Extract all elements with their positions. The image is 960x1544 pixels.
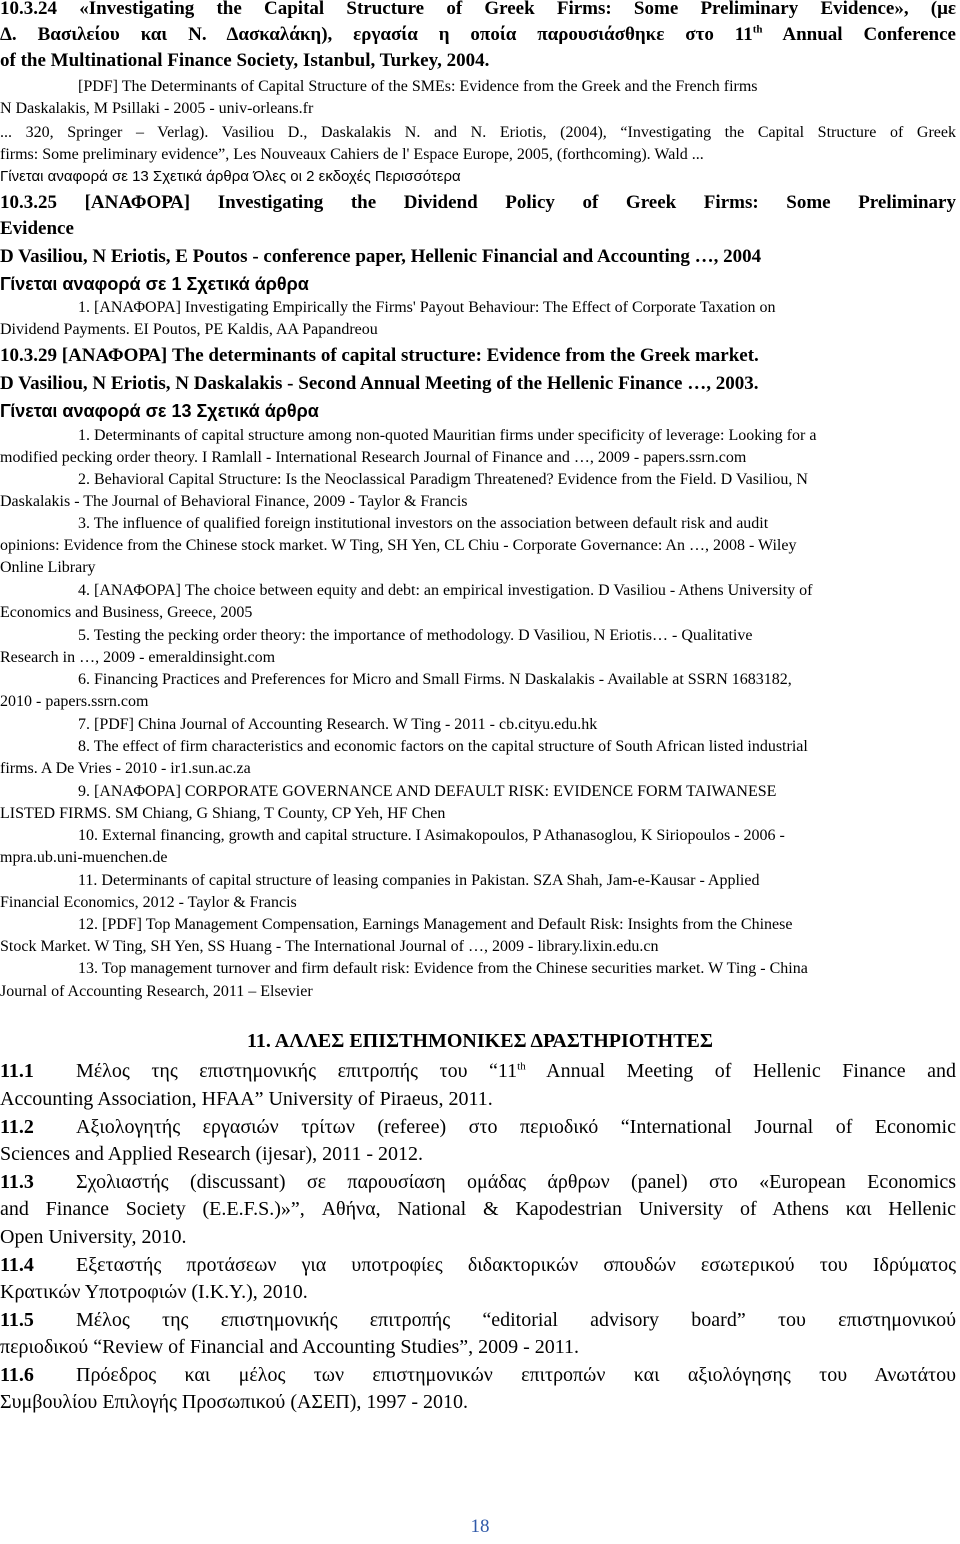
citation-item: 9. [ΑΝΑΦΟΡΑ] CORPORATE GOVERNANCE AND DEFAULT RISK: EVIDENCE FORM TAIWANESE	[78, 783, 777, 800]
citation-item: Financial Economics, 2012 - Taylor & Francis	[0, 894, 297, 911]
citation-item: 12. [PDF] Top Management Compensation, Earnings Management and Default Risk: Insights from the Chinese	[78, 916, 793, 933]
citation-item: LISTED FIRMS. SM Chiang, G Shiang, T County, CP Yeh, HF Chen	[0, 805, 446, 822]
citation-item: firms. A De Vries - 2010 - ir1.sun.ac.za	[0, 760, 251, 777]
activity-text: Συμβουλίου Επιλογής Προσωπικού (ΑΣΕΠ), 1997 - 2010.	[0, 1391, 469, 1413]
pub-heading-line: Evidence	[0, 218, 74, 239]
citation-item: 11. Determinants of capital structure of leasing companies in Pakistan. SZA Shah, Jam-e-Kausar - Applied	[78, 872, 760, 889]
citation-item: Online Library	[0, 559, 96, 576]
item-number: 11.4	[0, 1254, 34, 1276]
citation-item: 3. The influence of qualified foreign institutional investors on the association between default risk and audit	[78, 515, 769, 532]
item-number: 11.5	[0, 1309, 34, 1331]
citation-item: 13. Top management turnover and firm default risk: Evidence from the Chinese securities market. W Ting - China	[78, 960, 808, 977]
activity-text: Κρατικών Υποτροφιών (Ι.Κ.Υ.), 2010.	[0, 1281, 308, 1303]
pub-heading-line: Δ. Βασιλείου και Ν. Δασκαλάκη), εργασία η οποία παρουσιάσθηκε στο 11th Annual Conference	[0, 23, 956, 45]
citation-snippet: firms: Some preliminary evidence”, Les Nouveaux Cahiers de l' Espace Europe, 2005, (forthcoming). Wald ...	[0, 146, 704, 163]
citation-item: 1. Determinants of capital structure among non-quoted Mauritian firms under specificity of leverage: Looking for a	[78, 427, 817, 444]
activity-text: and Finance Society (E.E.F.S.)»”, Αθήνα, National & Kapodestrian University of Athens και Hellenic	[0, 1198, 956, 1220]
citation-snippet: ... 320, Springer – Verlag). Vasiliou D., Daskalakis N. and N. Eriotis, (2004), “Investigating the Capital Structure of Greek	[0, 124, 956, 141]
citation-item: modified pecking order theory. I Ramlall - International Research Journal of Finance and …, 2009 - papers.ssrn.com	[0, 449, 747, 466]
cited-by-line[interactable]: Γίνεται αναφορά σε 13 Σχετικά άρθρα	[0, 401, 319, 421]
pub-heading-line: 10.3.29 [ΑΝΑΦΟΡΑ] The determinants of capital structure: Evidence from the Greek market.	[0, 345, 759, 366]
activity-text: Accounting Association, HFAA” University of Piraeus, 2011.	[0, 1088, 493, 1110]
citation-title[interactable]: [PDF] The Determinants of Capital Structure of the SMEs: Evidence from the Greek and the French firms	[78, 78, 758, 95]
activity-text: Πρόεδρος και μέλος των επιστημονικών επιτροπών και αξιολόγησης του Ανωτάτου	[76, 1364, 956, 1386]
activity-text: Sciences and Applied Research (ijesar), 2011 - 2012.	[0, 1143, 424, 1165]
activity-text: Open University, 2010.	[0, 1226, 187, 1248]
pub-heading-line: of the Multinational Finance Society, Istanbul, Turkey, 2004.	[0, 50, 490, 71]
activity-text: Σχολιαστής (discussant) σε παρουσίαση ομάδας άρθρων (panel) στο «European Economics	[76, 1171, 956, 1193]
cited-by-line[interactable]: Γίνεται αναφορά σε 1 Σχετικά άρθρα	[0, 274, 309, 294]
citation-item: Journal of Accounting Research, 2011 – Elsevier	[0, 983, 313, 1000]
citation-item: 2. Behavioral Capital Structure: Is the Neoclassical Paradigm Threatened? Evidence from the Field. D Vasiliou, N	[78, 471, 808, 488]
activity-text: Αξιολογητής εργασιών τρίτων (referee) στο περιοδικό “International Journal of Economic	[76, 1116, 956, 1138]
citation-item: Economics and Business, Greece, 2005	[0, 604, 253, 621]
activity-text: Εξεταστής προτάσεων για υποτροφίες διδακτορικών σπουδών εσωτερικού του Ιδρύματος	[76, 1254, 956, 1276]
item-number: 11.1	[0, 1060, 34, 1082]
item-number: 11.3	[0, 1171, 34, 1193]
pub-authors-line: D Vasiliou, N Eriotis, N Daskalakis - Second Annual Meeting of the Hellenic Finance …, 2003.	[0, 373, 759, 394]
citation-item: Research in …, 2009 - emeraldinsight.com	[0, 649, 276, 666]
citation-item: 7. [PDF] China Journal of Accounting Research. W Ting - 2011 - cb.cityu.edu.hk	[78, 716, 598, 733]
item-number: 11.6	[0, 1364, 34, 1386]
activity-text: Μέλος της επιστημονικής επιτροπής του “11th Annual Meeting of Hellenic Finance and	[76, 1060, 957, 1082]
citation-item: Dividend Payments. EI Poutos, PE Kaldis, AA Papandreou	[0, 321, 378, 338]
citation-item: 10. External financing, growth and capital structure. I Asimakopoulos, P Athanasoglou, K Siriopoulos - 2006 -	[78, 827, 785, 844]
citation-item: 5. Testing the pecking order theory: the importance of methodology. D Vasiliou, N Eriotis… - Qualitative	[78, 627, 753, 644]
citation-item: 6. Financing Practices and Preferences for Micro and Small Firms. N Daskalakis - Available at SSRN 1683182,	[78, 671, 792, 688]
citation-item: 8. The effect of firm characteristics and economic factors on the capital structure of South African listed industrial	[78, 738, 808, 755]
citation-item: Daskalakis - The Journal of Behavioral Finance, 2009 - Taylor & Francis	[0, 493, 468, 510]
citation-item: 1. [ΑΝΑΦΟΡΑ] Investigating Empirically the Firms' Payout Behaviour: The Effect of Corporate Taxation on	[78, 299, 776, 316]
pub-heading-line: 10.3.25 [ΑΝΑΦΟΡΑ] Investigating the Dividend Policy of Greek Firms: Some Preliminary	[0, 192, 956, 213]
activity-text: Μέλος της επιστημονικής επιτροπής “editorial advisory board” του επιστημονικού	[76, 1309, 956, 1331]
citation-item: mpra.ub.uni-muenchen.de	[0, 849, 168, 866]
page-number: 18	[470, 1516, 490, 1537]
citation-item: opinions: Evidence from the Chinese stock market. W Ting, SH Yen, CL Chiu - Corporate Governance: An …, 2008 - Wiley	[0, 537, 797, 554]
citation-authors: N Daskalakis, M Psillaki - 2005 - univ-orleans.fr	[0, 100, 314, 117]
citation-links[interactable]: Γίνεται αναφορά σε 13 Σχετικά άρθρα Όλες οι 2 εκδοχές Περισσότερα	[0, 168, 461, 185]
pub-authors-line: D Vasiliou, N Eriotis, E Poutos - conference paper, Hellenic Financial and Accounting …, 2004	[0, 246, 762, 267]
citation-item: Stock Market. W Ting, SH Yen, SS Huang - The International Journal of …, 2009 - library.lixin.edu.cn	[0, 938, 659, 955]
item-number: 11.2	[0, 1116, 34, 1138]
activity-text: περιοδικού “Review of Financial and Accounting Studies”, 2009 - 2011.	[0, 1336, 580, 1358]
citation-item: 2010 - papers.ssrn.com	[0, 693, 149, 710]
pub-heading-line: 10.3.24 «Investigating the Capital Structure of Greek Firms: Some Preliminary Evidence», (με	[0, 0, 956, 19]
citation-item: 4. [ΑΝΑΦΟΡΑ] The choice between equity and debt: an empirical investigation. D Vasiliou - Athens University of	[78, 582, 813, 599]
section-heading: 11. ΑΛΛΕΣ ΕΠΙΣΤΗΜΟΝΙΚΕΣ ΔΡΑΣΤΗΡΙΟΤΗΤΕΣ	[247, 1030, 713, 1052]
